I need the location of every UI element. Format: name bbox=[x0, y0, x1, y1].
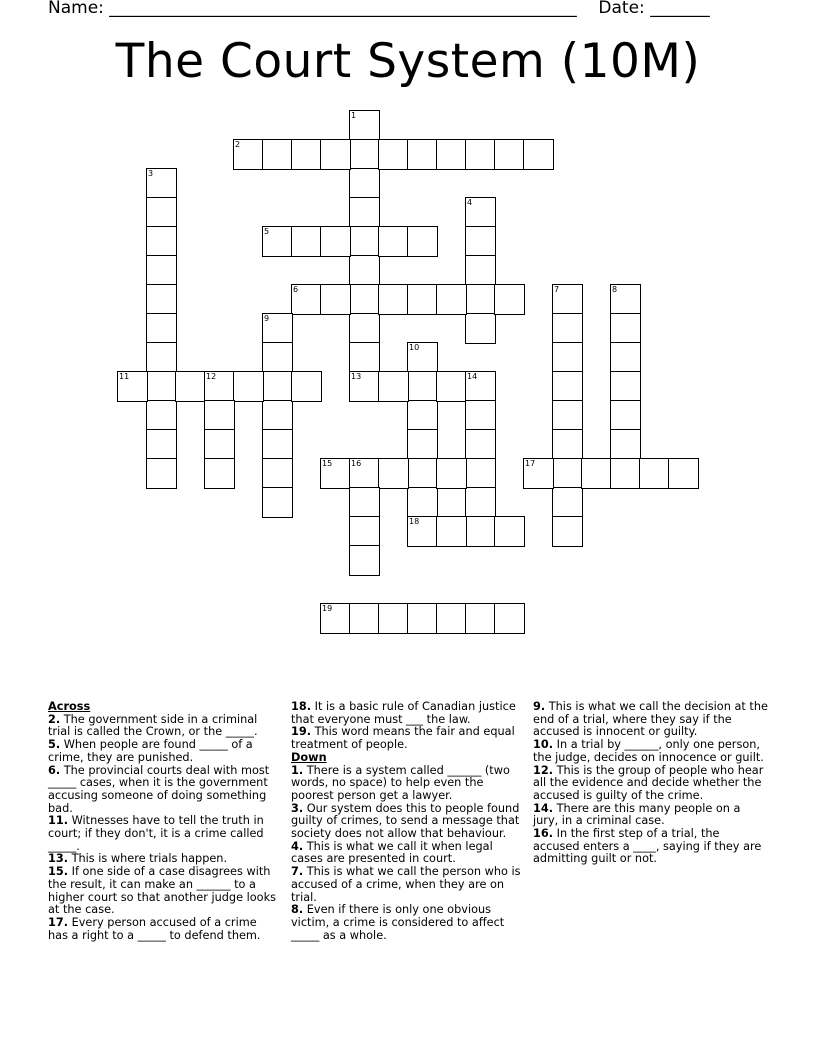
grid-cell[interactable] bbox=[407, 487, 438, 518]
grid-cell[interactable] bbox=[291, 226, 322, 257]
grid-cell[interactable] bbox=[610, 400, 641, 431]
grid-cell[interactable] bbox=[233, 371, 264, 402]
clue-column-1 bbox=[48, 701, 280, 942]
grid-cell[interactable] bbox=[407, 400, 438, 431]
clue-down-4: 4. This is what we call it when legal cases are presented in court. bbox=[291, 839, 493, 866]
grid-cell[interactable] bbox=[465, 400, 496, 431]
grid-cell[interactable] bbox=[204, 400, 235, 431]
grid-cell[interactable] bbox=[320, 458, 351, 489]
grid-cell[interactable] bbox=[465, 197, 496, 228]
grid-cell[interactable] bbox=[378, 458, 409, 489]
page-title: The Court System (10M) bbox=[115, 34, 701, 89]
cell-number: 3 bbox=[148, 169, 154, 178]
cell-number: 1 bbox=[351, 111, 357, 120]
clue-across-15: 15. If one side of a case disagrees with the result, it can make an ______ to a higher court so that another judge looks at the case. bbox=[48, 865, 277, 917]
grid-cell[interactable] bbox=[552, 284, 583, 315]
grid-cell[interactable] bbox=[262, 487, 293, 518]
grid-cell[interactable] bbox=[407, 342, 438, 373]
grid-cell[interactable] bbox=[465, 603, 496, 634]
grid-cell[interactable] bbox=[291, 284, 322, 315]
cell-number: 4 bbox=[467, 198, 473, 207]
grid-cell[interactable] bbox=[436, 516, 467, 547]
date-blank[interactable]: _______ bbox=[650, 0, 710, 18]
clue-down-16: 16. In the first step of a trial, the accused enters a ____, saying if they are admitting guilt or not. bbox=[533, 827, 762, 866]
grid-cell[interactable] bbox=[204, 429, 235, 460]
grid-cell[interactable] bbox=[378, 284, 409, 315]
clue-across-11: 11. Witnesses have to tell the truth in court; if they don't, it is a crime called _____. bbox=[48, 814, 264, 853]
grid-cell[interactable] bbox=[320, 226, 351, 257]
grid-cell[interactable] bbox=[349, 371, 380, 402]
grid-cell[interactable] bbox=[146, 168, 177, 199]
grid-cell[interactable] bbox=[407, 139, 438, 170]
grid-cell[interactable] bbox=[349, 168, 380, 199]
grid-cell[interactable] bbox=[204, 458, 235, 489]
grid-cell[interactable] bbox=[552, 516, 583, 547]
grid-cell[interactable] bbox=[349, 255, 380, 286]
grid-cell[interactable] bbox=[494, 139, 525, 170]
clue-down-12: 12. This is the group of people who hear all the evidence and decide whether the accused is guilty of the crime. bbox=[533, 763, 764, 802]
date-label: Date: bbox=[598, 0, 645, 18]
grid-cell[interactable] bbox=[349, 342, 380, 373]
grid-cell[interactable] bbox=[349, 226, 380, 257]
grid-cell[interactable] bbox=[465, 284, 496, 315]
grid-cell[interactable] bbox=[407, 226, 438, 257]
grid-cell[interactable] bbox=[436, 458, 467, 489]
grid-cell[interactable] bbox=[523, 139, 554, 170]
grid-cell[interactable] bbox=[349, 313, 380, 344]
grid-cell[interactable] bbox=[146, 400, 177, 431]
grid-cell[interactable] bbox=[465, 429, 496, 460]
cell-number: 8 bbox=[612, 285, 618, 294]
cell-number: 18 bbox=[409, 517, 420, 526]
grid-cell[interactable] bbox=[552, 429, 583, 460]
clue-across-13: 13. This is where trials happen. bbox=[48, 852, 228, 866]
grid-cell[interactable] bbox=[436, 284, 467, 315]
grid-cell[interactable] bbox=[465, 313, 496, 344]
grid-cell[interactable] bbox=[349, 545, 380, 576]
grid-cell[interactable] bbox=[610, 371, 641, 402]
grid-cell[interactable] bbox=[146, 226, 177, 257]
grid-cell[interactable] bbox=[552, 371, 583, 402]
grid-cell[interactable] bbox=[349, 139, 380, 170]
grid-cell[interactable] bbox=[146, 284, 177, 315]
grid-cell[interactable] bbox=[117, 371, 148, 402]
grid-cell[interactable] bbox=[610, 342, 641, 373]
grid-cell[interactable] bbox=[465, 371, 496, 402]
grid-cell[interactable] bbox=[349, 110, 380, 141]
cell-number: 10 bbox=[409, 343, 420, 352]
clue-across-5: 5. When people are found _____ of a crime, they are punished. bbox=[48, 738, 253, 764]
grid-cell[interactable] bbox=[552, 400, 583, 431]
grid-cell[interactable] bbox=[175, 371, 206, 402]
clue-across-18: 18. It is a basic rule of Canadian justice that everyone must ___ the law. bbox=[291, 700, 516, 726]
grid-cell[interactable] bbox=[494, 284, 525, 315]
grid-cell[interactable] bbox=[320, 139, 351, 170]
grid-cell[interactable] bbox=[436, 603, 467, 634]
grid-cell[interactable] bbox=[262, 226, 293, 257]
cell-number: 15 bbox=[322, 459, 333, 468]
grid-cell[interactable] bbox=[262, 313, 293, 344]
cell-number: 2 bbox=[235, 140, 241, 149]
cell-number: 14 bbox=[467, 372, 478, 381]
grid-cell[interactable] bbox=[262, 371, 293, 402]
cell-number: 6 bbox=[293, 285, 299, 294]
clue-down-7: 7. This is what we call the person who is accused of a crime, when they are on trial. bbox=[291, 865, 521, 904]
cell-number: 7 bbox=[554, 285, 560, 294]
grid-cell[interactable] bbox=[349, 197, 380, 228]
grid-cell[interactable] bbox=[146, 429, 177, 460]
clue-across-19: 19. This word means the fair and equal treatment of people. bbox=[291, 725, 515, 752]
grid-cell[interactable] bbox=[552, 313, 583, 344]
cell-number: 5 bbox=[264, 227, 270, 236]
grid-cell[interactable] bbox=[610, 458, 641, 489]
grid-cell[interactable] bbox=[465, 487, 496, 518]
grid-cell[interactable] bbox=[552, 458, 583, 489]
grid-cell[interactable] bbox=[378, 603, 409, 634]
grid-cell[interactable] bbox=[146, 313, 177, 344]
grid-cell[interactable] bbox=[204, 371, 235, 402]
grid-cell[interactable] bbox=[146, 371, 177, 402]
grid-cell[interactable] bbox=[407, 603, 438, 634]
grid-cell[interactable] bbox=[349, 516, 380, 547]
cell-number: 11 bbox=[119, 372, 130, 381]
name-blank[interactable]: _______________________________________________________ bbox=[109, 0, 577, 18]
grid-cell[interactable] bbox=[378, 226, 409, 257]
grid-cell[interactable] bbox=[146, 458, 177, 489]
grid-cell[interactable] bbox=[262, 139, 293, 170]
clue-down-14: 14. There are this many people on a jury, in a criminal case. bbox=[533, 801, 741, 828]
grid-cell[interactable] bbox=[349, 458, 380, 489]
grid-cell[interactable] bbox=[552, 487, 583, 518]
down-heading: Down bbox=[291, 750, 327, 764]
grid-cell[interactable] bbox=[494, 516, 525, 547]
grid-cell[interactable] bbox=[146, 342, 177, 373]
grid-cell[interactable] bbox=[639, 458, 670, 489]
grid-cell[interactable] bbox=[465, 458, 496, 489]
grid-cell[interactable] bbox=[407, 284, 438, 315]
clue-down-3: 3. Our system does this to people found guilty of crimes, to send a message that society does not allow that behaviour. bbox=[291, 801, 520, 841]
clue-down-1: 1. There is a system called ______ (two words, no space) to help even the poorest person get a lawyer. bbox=[291, 763, 510, 802]
grid-cell[interactable] bbox=[436, 371, 467, 402]
grid-cell[interactable] bbox=[146, 197, 177, 228]
grid-cell[interactable] bbox=[610, 429, 641, 460]
grid-cell[interactable] bbox=[465, 255, 496, 286]
grid-cell[interactable] bbox=[233, 139, 264, 170]
grid-cell[interactable] bbox=[320, 284, 351, 315]
grid-cell[interactable] bbox=[610, 284, 641, 315]
grid-cell[interactable] bbox=[262, 458, 293, 489]
cell-number: 12 bbox=[206, 372, 217, 381]
grid-cell[interactable] bbox=[349, 603, 380, 634]
clue-across-6: 6. The provincial courts deal with most _____ cases, when it is the government accusing someone of doing something bad. bbox=[48, 763, 270, 815]
cell-number: 17 bbox=[525, 459, 536, 468]
clue-down-9: 9. This is what we call the decision at the end of a trial, where they say if the accused is innocent or guilty. bbox=[533, 700, 768, 739]
cell-number: 19 bbox=[322, 604, 333, 613]
grid-cell[interactable] bbox=[407, 429, 438, 460]
grid-cell[interactable] bbox=[494, 603, 525, 634]
clue-column-2 bbox=[291, 701, 525, 942]
across-heading: Across bbox=[48, 700, 91, 713]
grid-cell[interactable] bbox=[668, 458, 699, 489]
grid-cell[interactable] bbox=[349, 487, 380, 518]
grid-cell[interactable] bbox=[465, 516, 496, 547]
grid-cell[interactable] bbox=[262, 342, 293, 373]
grid-cell[interactable] bbox=[378, 139, 409, 170]
grid-cell[interactable] bbox=[465, 139, 496, 170]
grid-cell[interactable] bbox=[407, 371, 438, 402]
grid-cell[interactable] bbox=[262, 429, 293, 460]
name-label: Name: bbox=[48, 0, 104, 18]
clue-down-8: 8. Even if there is only one obvious victim, a crime is considered to affect _____ as a whole. bbox=[291, 903, 505, 942]
grid-cell[interactable] bbox=[407, 516, 438, 547]
cell-number: 16 bbox=[351, 459, 362, 468]
grid-cell[interactable] bbox=[262, 400, 293, 431]
grid-cell[interactable] bbox=[320, 603, 351, 634]
clue-column-3 bbox=[533, 701, 769, 866]
grid-cell[interactable] bbox=[378, 371, 409, 402]
grid-cell[interactable] bbox=[581, 458, 612, 489]
grid-cell[interactable] bbox=[552, 342, 583, 373]
clue-down-10: 10. In a trial by ______, only one person, the judge, decides on innocence or guilt. bbox=[533, 738, 764, 764]
grid-cell[interactable] bbox=[291, 371, 322, 402]
grid-cell[interactable] bbox=[349, 284, 380, 315]
grid-cell[interactable] bbox=[523, 458, 554, 489]
cell-number: 9 bbox=[264, 314, 270, 323]
grid-cell[interactable] bbox=[610, 313, 641, 344]
clue-across-17: 17. Every person accused of a crime has a right to a _____ to defend them. bbox=[48, 915, 261, 942]
clue-across-2: 2. The government side in a criminal trial is called the Crown, or the _____. bbox=[48, 712, 258, 739]
grid-cell[interactable] bbox=[465, 226, 496, 257]
grid-cell[interactable] bbox=[146, 255, 177, 286]
grid-cell[interactable] bbox=[407, 458, 438, 489]
grid-cell[interactable] bbox=[291, 139, 322, 170]
grid-cell[interactable] bbox=[436, 139, 467, 170]
cell-number: 13 bbox=[351, 372, 362, 381]
